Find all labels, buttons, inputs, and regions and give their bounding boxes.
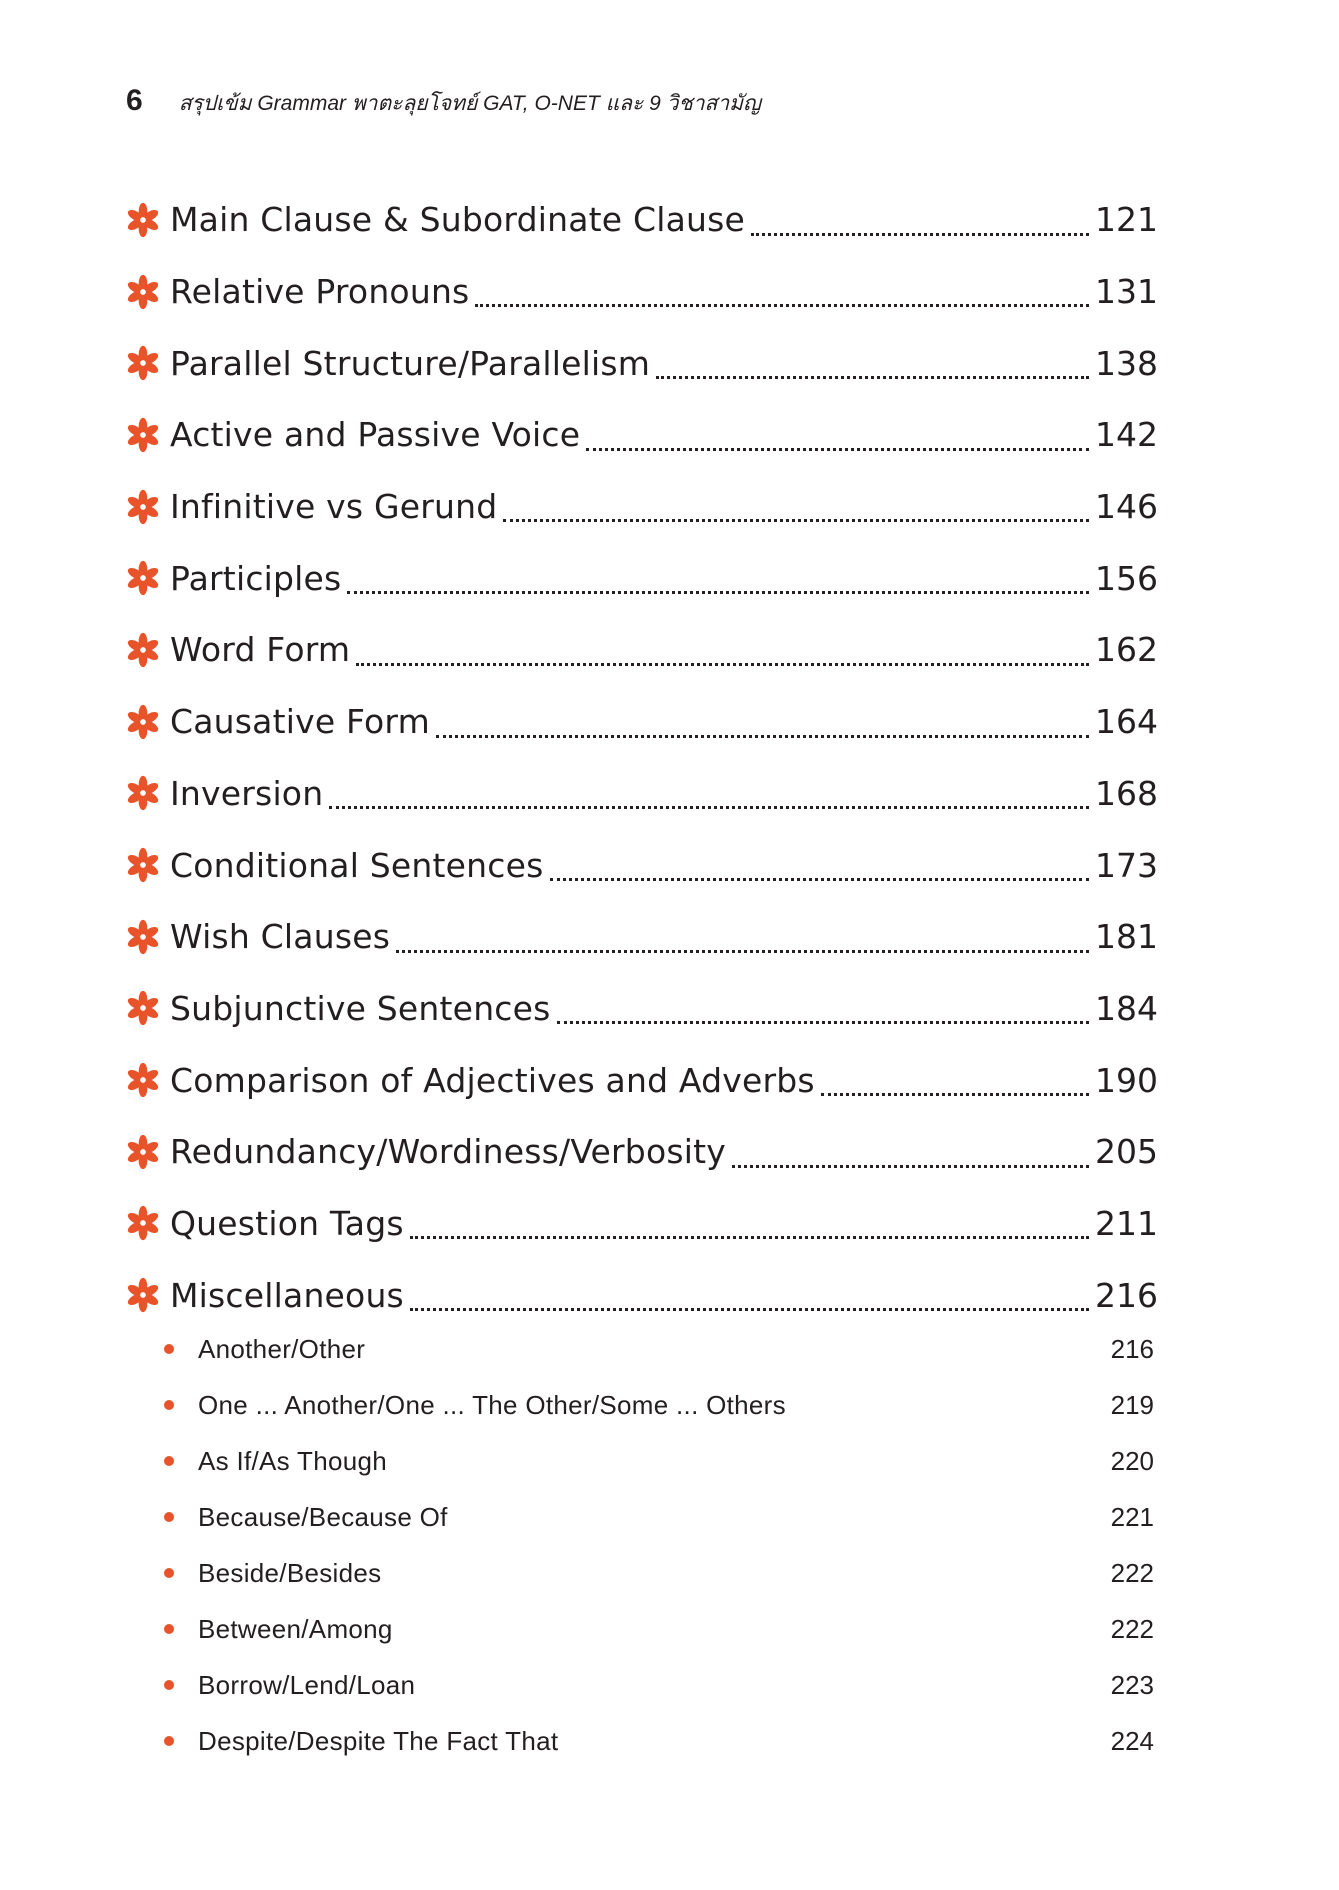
toc-entry-title: Miscellaneous (170, 1275, 404, 1315)
subtoc-entry-page: 222 (1110, 1557, 1154, 1588)
toc-entry (124, 1044, 1158, 1116)
toc-entry (124, 1116, 1158, 1188)
toc-entry-title: Relative Pronouns (170, 272, 470, 312)
toc-entry (124, 686, 1158, 758)
flower-icon (124, 1133, 162, 1171)
subtoc-entry-title: Borrow/Lend/Loan (198, 1669, 416, 1700)
flower-icon (124, 344, 162, 382)
toc-entry-title: Redundancy/Wordiness/Verbosity (170, 1132, 726, 1172)
subtoc-entry (164, 1377, 1154, 1433)
toc-entry-title: Main Clause & Subordinate Clause (170, 200, 746, 240)
toc-entry (124, 471, 1158, 543)
toc-entry-page: 131 (1095, 272, 1158, 312)
dot-leader (410, 1308, 1089, 1311)
toc-entry-title: Conditional Sentences (170, 845, 544, 885)
bullet-icon (164, 1344, 174, 1354)
toc-entry-page: 142 (1095, 415, 1158, 455)
toc-entry-page: 138 (1095, 343, 1158, 383)
toc-entry-page: 184 (1095, 988, 1158, 1028)
bullet-icon (164, 1400, 174, 1410)
toc-entry-page: 156 (1095, 558, 1158, 598)
flower-icon (124, 201, 162, 239)
toc-entry-page: 146 (1095, 487, 1158, 527)
subtoc-entry-page: 219 (1110, 1389, 1154, 1420)
bullet-icon (164, 1680, 174, 1690)
flower-icon (124, 416, 162, 454)
toc-entry-title: Wish Clauses (170, 917, 391, 957)
subtoc-entry-page: 220 (1110, 1445, 1154, 1476)
dot-leader (586, 448, 1089, 451)
toc-entry-page: 205 (1095, 1132, 1158, 1172)
toc-entry (124, 829, 1158, 901)
toc-entry (124, 973, 1158, 1045)
flower-icon (124, 774, 162, 812)
book-title: สรุปเข้ม Grammar พาตะลุยโจทย์ GAT, O-NET และ 9 วิชาสามัญ (178, 92, 761, 115)
subtoc-entry-title: Between/Among (198, 1613, 393, 1644)
toc-entry-title: Comparison of Adjectives and Adverbs (170, 1060, 815, 1100)
toc-entry-title: Active and Passive Voice (170, 415, 581, 455)
flower-icon (124, 1204, 162, 1242)
toc-entry (124, 256, 1158, 328)
toc-entry-page: 173 (1095, 845, 1158, 885)
toc-entry-title: Causative Form (170, 702, 430, 742)
toc-entry (124, 1188, 1158, 1260)
subtoc-entry (164, 1321, 1154, 1377)
table-of-contents (124, 184, 1158, 1331)
toc-entry-page: 164 (1095, 702, 1158, 742)
subtoc-entry-title: Despite/Despite The Fact That (198, 1725, 559, 1756)
flower-icon (124, 559, 162, 597)
toc-entry-page: 190 (1095, 1060, 1158, 1100)
dot-leader (410, 1236, 1089, 1239)
toc-entry-title: Parallel Structure/Parallelism (170, 343, 651, 383)
flower-icon (124, 1061, 162, 1099)
flower-icon (124, 703, 162, 741)
toc-entry (124, 184, 1158, 256)
flower-icon (124, 846, 162, 884)
dot-leader (821, 1093, 1089, 1096)
dot-leader (356, 663, 1089, 666)
flower-icon (124, 488, 162, 526)
subtoc-entry-page: 224 (1110, 1725, 1154, 1756)
dot-leader (475, 304, 1089, 307)
subtoc-entry (164, 1713, 1154, 1769)
subtoc-entry-title: Another/Other (198, 1333, 366, 1364)
dot-leader (656, 376, 1089, 379)
toc-entry-page: 162 (1095, 630, 1158, 670)
toc-entry-title: Question Tags (170, 1203, 404, 1243)
subtoc-entry (164, 1489, 1154, 1545)
dot-leader (396, 950, 1089, 953)
subtoc-entry (164, 1657, 1154, 1713)
bullet-icon (164, 1512, 174, 1522)
subtoc-entry-title: As If/As Though (198, 1445, 388, 1476)
subtoc-entry (164, 1601, 1154, 1657)
toc-entry-title: Inversion (170, 773, 324, 813)
flower-icon (124, 1276, 162, 1314)
bullet-icon (164, 1624, 174, 1634)
toc-entry (124, 614, 1158, 686)
page-number: 6 (126, 84, 143, 117)
toc-entry-page: 121 (1095, 200, 1158, 240)
toc-entry-page: 216 (1095, 1275, 1158, 1315)
subtoc-entry-page: 221 (1110, 1501, 1154, 1532)
bullet-icon (164, 1568, 174, 1578)
subtoc-entry-title: One ... Another/One ... The Other/Some ... Others (198, 1389, 786, 1420)
flower-icon (124, 918, 162, 956)
page-header (126, 84, 761, 120)
toc-entry (124, 327, 1158, 399)
toc-entry-title: Word Form (170, 630, 351, 670)
dot-leader (503, 519, 1089, 522)
toc-entry-page: 181 (1095, 917, 1158, 957)
subtoc-entry (164, 1545, 1154, 1601)
toc-entry-page: 211 (1095, 1203, 1158, 1243)
toc-entry-title: Participles (170, 558, 342, 598)
flower-icon (124, 273, 162, 311)
dot-leader (751, 233, 1089, 236)
flower-icon (124, 631, 162, 669)
toc-entry-title: Subjunctive Sentences (170, 988, 551, 1028)
toc-entry (124, 901, 1158, 973)
subtoc-entry-page: 216 (1110, 1333, 1154, 1364)
toc-entry (124, 399, 1158, 471)
bullet-icon (164, 1456, 174, 1466)
flower-icon (124, 989, 162, 1027)
subtoc-entry (164, 1433, 1154, 1489)
miscellaneous-subentries (164, 1321, 1154, 1769)
dot-leader (436, 735, 1089, 738)
toc-entry (124, 542, 1158, 614)
subtoc-entry-title: Beside/Besides (198, 1557, 382, 1588)
toc-entry-title: Infinitive vs Gerund (170, 487, 498, 527)
bullet-icon (164, 1736, 174, 1746)
subtoc-entry-page: 222 (1110, 1613, 1154, 1644)
subtoc-entry-title: Because/Because Of (198, 1501, 448, 1532)
dot-leader (557, 1021, 1089, 1024)
toc-entry (124, 758, 1158, 830)
subtoc-entry-page: 223 (1110, 1669, 1154, 1700)
toc-entry-page: 168 (1095, 773, 1158, 813)
dot-leader (347, 591, 1089, 594)
dot-leader (550, 878, 1089, 881)
dot-leader (329, 806, 1089, 809)
dot-leader (732, 1165, 1089, 1168)
